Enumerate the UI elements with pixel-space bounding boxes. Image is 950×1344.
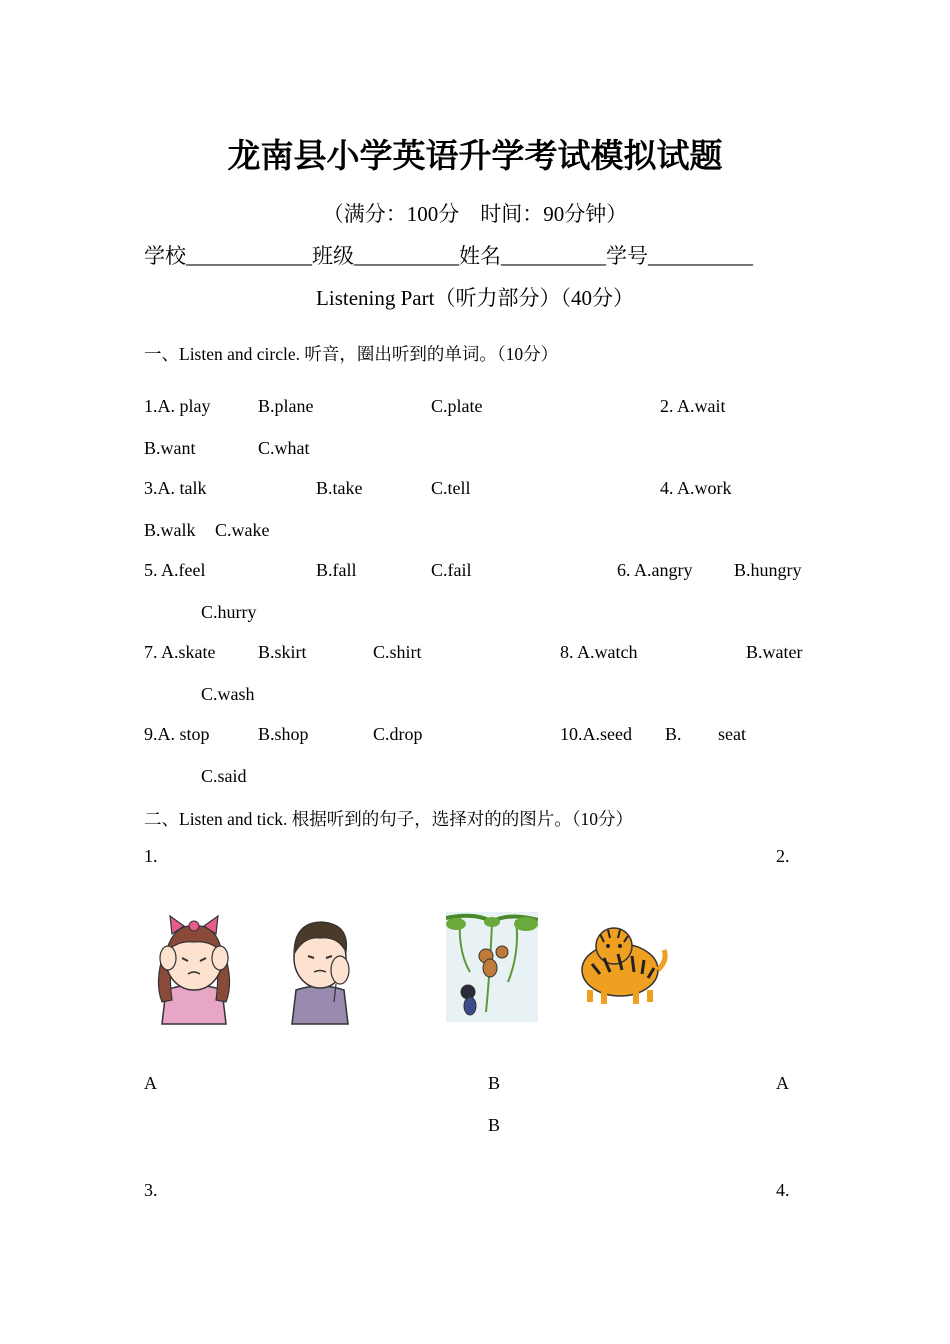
item-6a: 6. A.angry — [617, 560, 693, 580]
item-1a: 1.A. play — [144, 396, 211, 416]
item-4b: B.walk — [144, 520, 196, 540]
boy-toothache-image — [270, 912, 370, 1027]
item-7b: B.skirt — [258, 642, 307, 662]
monkeys-image — [446, 912, 538, 1022]
option-b-q1: B — [488, 1073, 501, 1093]
item-10b-word: seat — [718, 724, 746, 744]
item-9c: C.drop — [373, 724, 423, 744]
item-2b: B.want — [144, 438, 196, 458]
item-5a: 5. A.feel — [144, 560, 206, 580]
item-2c: C.what — [258, 438, 310, 458]
question-number-3: 3. — [144, 1180, 158, 1200]
item-5c: C.fail — [431, 560, 472, 580]
option-a-q1: A — [144, 1073, 157, 1093]
question-number-2: 2. — [776, 846, 790, 866]
item-2a: 2. A.wait — [660, 396, 726, 416]
student-info-line: 学校____________班级__________姓名__________学号__________ — [144, 244, 753, 268]
item-6b: B.hungry — [734, 560, 802, 580]
item-3c: C.tell — [431, 478, 471, 498]
item-5b: B.fall — [316, 560, 357, 580]
item-9a: 9.A. stop — [144, 724, 210, 744]
section1-heading: 一、Listen and circle. 听音，圈出听到的单词。（10分） — [144, 344, 559, 364]
item-10c: C.said — [201, 766, 247, 786]
item-7a: 7. A.skate — [144, 642, 216, 662]
item-8a: 8. A.watch — [560, 642, 638, 662]
part-title: Listening Part（听力部分）（40分） — [316, 286, 634, 310]
question-number-1: 1. — [144, 846, 158, 866]
item-7c: C.shirt — [373, 642, 422, 662]
item-6c: C.hurry — [201, 602, 257, 622]
option-a-q2: A — [776, 1073, 789, 1093]
option-b-q2: B — [488, 1115, 501, 1135]
item-9b: B.shop — [258, 724, 309, 744]
item-3a: 3.A. talk — [144, 478, 207, 498]
item-1b: B.plane — [258, 396, 314, 416]
item-10a: 10.A.seed — [560, 724, 632, 744]
tiger-image — [570, 910, 670, 1010]
girl-headache-image — [144, 912, 244, 1027]
section2-heading: 二、Listen and tick. 根据听到的句子，选择对的的图片。（10分） — [144, 809, 633, 829]
item-8c: C.wash — [201, 684, 255, 704]
item-3b: B.take — [316, 478, 363, 498]
item-4a: 4. A.work — [660, 478, 732, 498]
page-title: 龙南县小学英语升学考试模拟试题 — [227, 136, 723, 175]
item-1c: C.plate — [431, 396, 483, 416]
question-number-4: 4. — [776, 1180, 790, 1200]
score-time-line: （满分：100分 时间：90分钟） — [322, 202, 628, 226]
item-10b-letter: B. — [665, 724, 682, 744]
item-8b: B.water — [746, 642, 803, 662]
item-4c: C.wake — [215, 520, 270, 540]
